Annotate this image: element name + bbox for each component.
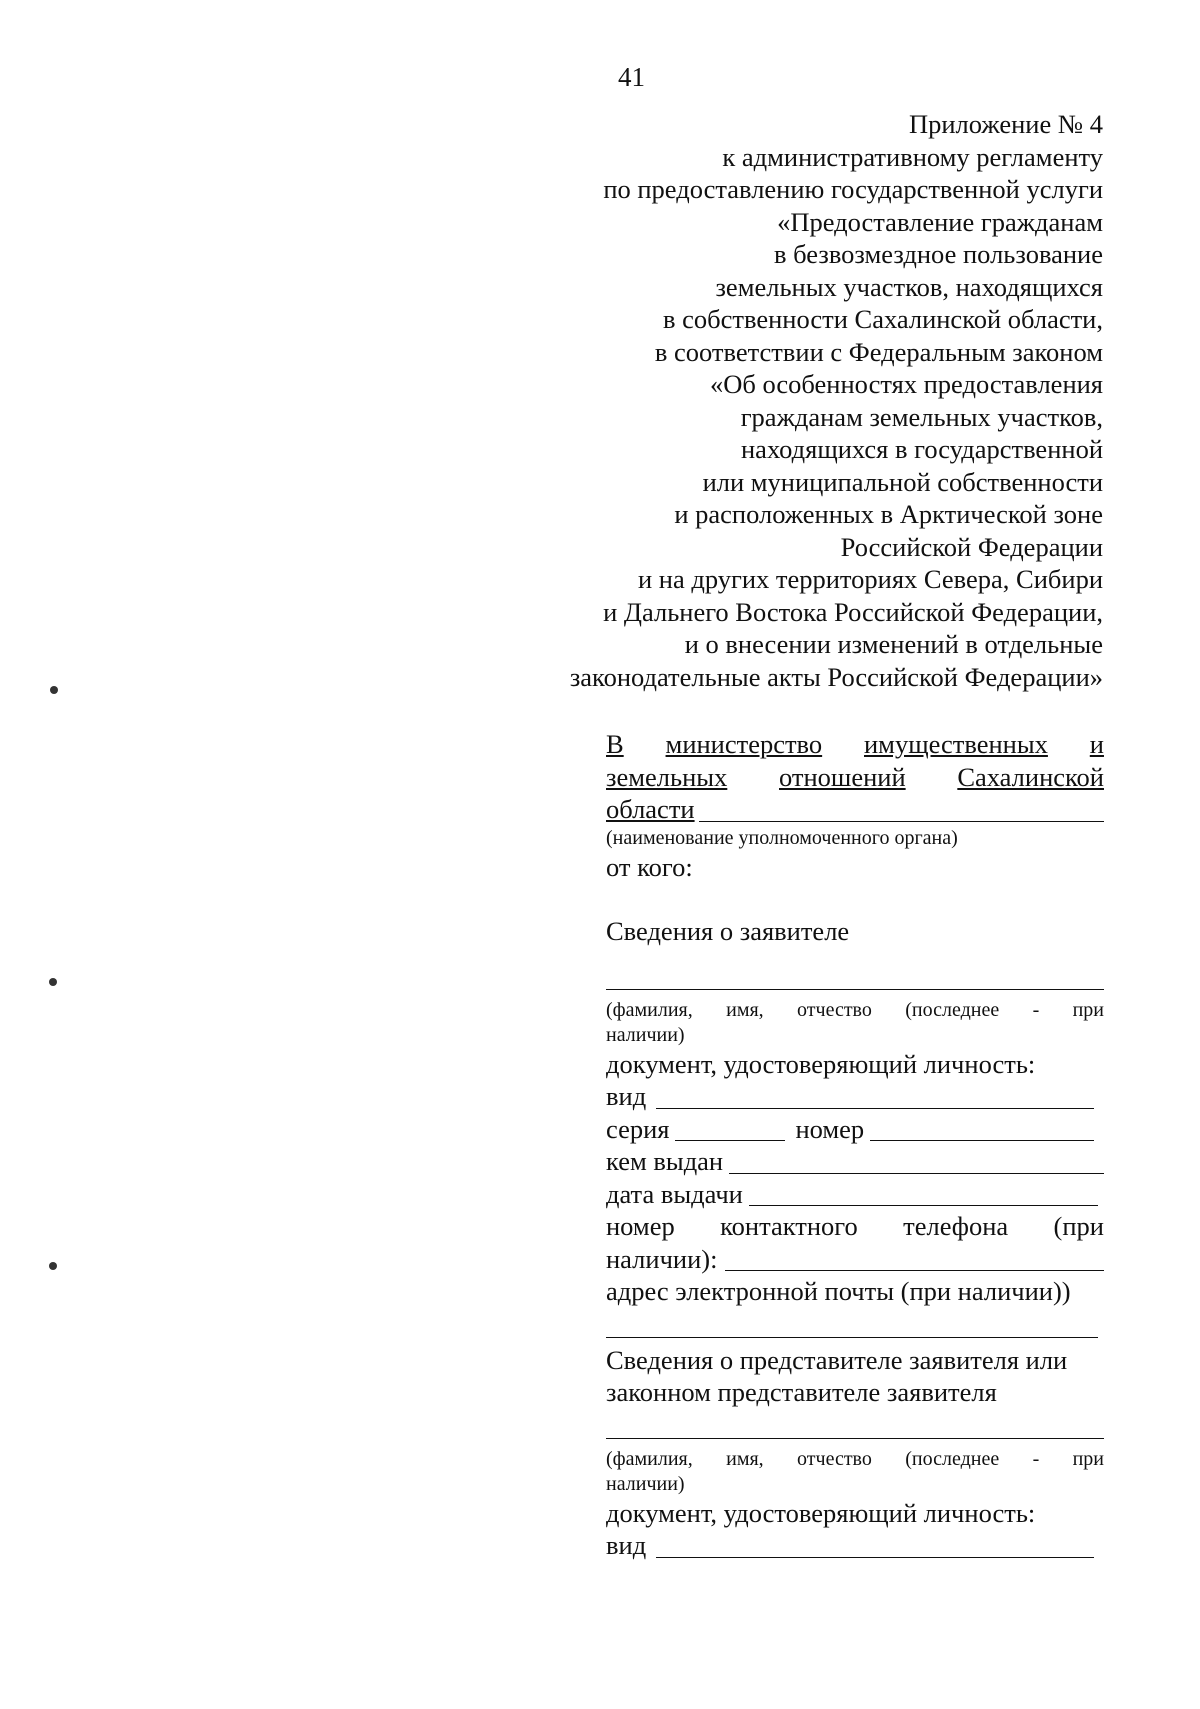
applicant-phone-field[interactable] xyxy=(725,1246,1104,1271)
applicant-series-field[interactable] xyxy=(675,1116,785,1141)
appendix-line: к административному регламенту xyxy=(722,141,1103,172)
appendix-line: и расположенных в Арктической зоне xyxy=(674,499,1103,529)
appendix-line: или муниципальной собственности xyxy=(702,466,1103,497)
applicant-phone-row: номер контактного телефона (при xyxy=(606,1211,1104,1241)
applicant-phone-cont-row: наличии): xyxy=(606,1243,1104,1276)
page-number: 41 xyxy=(618,62,645,92)
applicant-name-hint: (фамилия, имя, отчество (последнее - при xyxy=(606,998,1104,1021)
applicant-kind-row: вид xyxy=(606,1080,1104,1113)
representative-name-hint: (фамилия, имя, отчество (последнее - при xyxy=(606,1447,1104,1470)
from-label: от кого: xyxy=(606,851,693,882)
appendix-line: и о внесении изменений в отдельные xyxy=(684,629,1103,659)
appendix-line: «Об особенностях предоставления xyxy=(709,369,1103,399)
representative-heading-2: законном представителе заявителя xyxy=(606,1377,997,1407)
addressee-line-1: В министерство имущественных и xyxy=(606,729,1104,759)
appendix-line: в соответствии с Федеральным законом xyxy=(654,336,1103,367)
applicant-issue-date-row: дата выдачи xyxy=(606,1178,1104,1211)
scan-speck xyxy=(49,978,57,986)
appendix-line: Российской Федерации xyxy=(840,531,1103,562)
appendix-line: законодательные акты Российской Федерации» xyxy=(569,661,1103,692)
scan-speck xyxy=(49,1262,57,1270)
applicant-series-row: серия номер xyxy=(606,1113,1104,1146)
appendix-line: по предоставлению государственной услуги xyxy=(603,174,1103,204)
appendix-line: и на других территориях Севера, Сибири xyxy=(637,564,1103,594)
organ-name-field[interactable] xyxy=(699,797,1104,822)
applicant-kind-field[interactable] xyxy=(656,1084,1094,1109)
appendix-line: находящихся в государственной xyxy=(741,434,1103,464)
appendix-line: в собственности Сахалинской области, xyxy=(663,304,1103,334)
representative-id-doc-label: документ, удостоверяющий личность: xyxy=(606,1497,1036,1528)
addressee-line-2: земельных отношений Сахалинской xyxy=(606,761,1104,792)
representative-heading-1: Сведения о представителе заявителя или xyxy=(606,1344,1068,1375)
appendix-line: гражданам земельных участков, xyxy=(740,401,1103,432)
appendix-header xyxy=(403,108,1103,693)
organ-hint: (наименование уполномоченного органа) xyxy=(606,826,958,849)
addressee-line-3: области xyxy=(606,793,1104,826)
representative-kind-field[interactable] xyxy=(656,1533,1094,1558)
applicant-issued-by-row: кем выдан xyxy=(606,1145,1104,1178)
applicant-number-field[interactable] xyxy=(870,1116,1094,1141)
appendix-line: в безвозмездное пользование xyxy=(774,239,1103,269)
appendix-line: «Предоставление гражданам xyxy=(777,206,1103,237)
applicant-issue-date-field[interactable] xyxy=(749,1181,1098,1206)
appendix-line: земельных участков, находящихся xyxy=(715,271,1103,302)
appendix-line: Приложение № 4 xyxy=(908,109,1103,139)
representative-kind-row: вид xyxy=(606,1529,1104,1562)
addressee-block: В министерство имущественных и земельных отношений Сахалинской области (наименование уполномоченного органа) от кого: Сведения о заявителе (фамилия, имя, отчество (последнее - при наличии) документ, удостоверяющий личность: вид серия номер кем выдан дата выдачи номер контактного телефона (при наличии): адрес электронной почты (при наличии)) Сведения о представителе заявителя или законном представителе заявителя (фамилия, имя, отчество (последнее - при наличии) документ, удостоверяющий личность: вид xyxy=(606,729,1104,1560)
applicant-heading: Сведения о заявителе xyxy=(606,916,850,946)
scan-speck xyxy=(50,686,58,694)
appendix-line: и Дальнего Востока Российской Федерации, xyxy=(603,596,1103,627)
applicant-email-label: адрес электронной почты (при наличии)) xyxy=(606,1276,1071,1306)
applicant-id-doc-label: документ, удостоверяющий личность: xyxy=(606,1048,1036,1079)
applicant-issued-by-field[interactable] xyxy=(729,1149,1104,1174)
